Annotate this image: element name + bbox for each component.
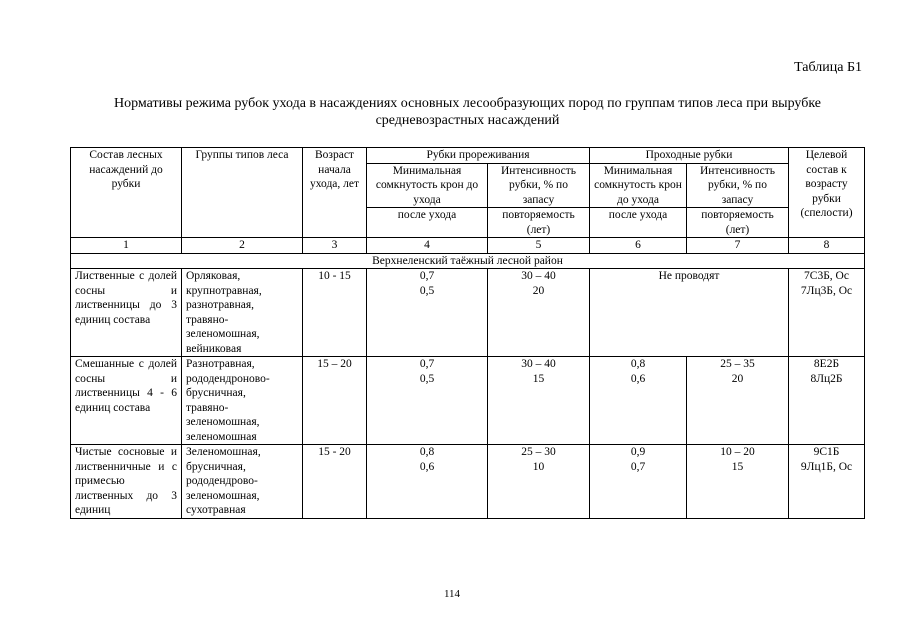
target-composition-cell: 9С1Б 9Лц1Б, Ос — [789, 445, 865, 519]
intensity-passage-cell: 10 – 20 15 — [687, 445, 789, 519]
header-min-density-thinning: Минимальная сомкнутость крон до ухода — [367, 163, 488, 208]
title-line-1: Нормативы режима рубок ухода в насаждениях основных лесообразующих пород по группам типов леса при вырубке — [113, 96, 822, 111]
table-title — [70, 95, 865, 129]
target-composition-cell: 8Е2Б 8Лц2Б — [789, 357, 865, 445]
region-row — [71, 253, 865, 269]
header-passage-cutting: Проходные рубки — [590, 148, 789, 164]
header-min-density-passage: Минимальная сомкнутость крон до ухода — [590, 163, 687, 208]
min-density-thinning-cell: 0,8 0,6 — [367, 445, 488, 519]
header-thinning: Рубки прореживания — [367, 148, 590, 164]
min-density-passage-cell: 0,8 0,6 — [590, 357, 687, 445]
forest-types-cell: Орляковая, крупнотравная, разнотравная, травяно- зеленомошная, вейниковая — [182, 269, 303, 357]
composition-cell: Чистые сосновые и лиственничные и с примесью лиственных до 3 единиц — [71, 445, 182, 519]
header-intensity-thinning: Интенсивность рубки, % по запасу — [488, 163, 590, 208]
min-density-thinning-cell: 0,7 0,5 — [367, 357, 488, 445]
region-name: Верхнеленский таёжный лесной район — [71, 253, 865, 269]
column-number: 5 — [488, 238, 590, 254]
forest-types-cell: Разнотравная, рододендроново- брусничная, травяно- зеленомошная, зеленомошная — [182, 357, 303, 445]
column-number: 7 — [687, 238, 789, 254]
column-number: 6 — [590, 238, 687, 254]
header-repeat-passage: повторяемость (лет) — [687, 208, 789, 238]
column-number: 4 — [367, 238, 488, 254]
header-after-care-thinning: после ухода — [367, 208, 488, 238]
target-composition-cell: 7С3Б, Ос 7Лц3Б, Ос — [789, 269, 865, 357]
header-forest-types: Группы типов леса — [182, 148, 303, 238]
norms-table — [70, 147, 865, 519]
intensity-thinning-cell: 30 – 40 15 — [488, 357, 590, 445]
column-number: 2 — [182, 238, 303, 254]
header-repeat-thinning: повторяемость (лет) — [488, 208, 590, 238]
header-after-care-passage: после ухода — [590, 208, 687, 238]
header-target-composition: Целевой состав к возрасту рубки (спелости) — [789, 148, 865, 238]
column-number: 8 — [789, 238, 865, 254]
min-density-passage-cell: 0,9 0,7 — [590, 445, 687, 519]
page-number: 114 — [443, 588, 461, 600]
table-row — [71, 269, 865, 357]
column-number-row — [71, 238, 865, 254]
start-age-cell: 15 - 20 — [303, 445, 367, 519]
table-label: Таблица Б1 — [794, 60, 862, 75]
composition-cell: Лиственные с долей сосны и лиственницы до 3 единиц состава — [71, 269, 182, 357]
passage-not-performed-cell: Не проводят — [590, 269, 789, 357]
header-row-1 — [71, 148, 865, 164]
title-line-2: средневозрастных насаждений — [375, 113, 560, 128]
min-density-thinning-cell: 0,7 0,5 — [367, 269, 488, 357]
forest-types-cell: Зеленомошная, брусничная, рододендрово- зеленомошная, сухотравная — [182, 445, 303, 519]
table-row — [71, 357, 865, 445]
column-number: 1 — [71, 238, 182, 254]
header-intensity-passage: Интенсивность рубки, % по запасу — [687, 163, 789, 208]
start-age-cell: 10 - 15 — [303, 269, 367, 357]
composition-cell: Смешанные с долей сосны и лиственницы 4 - 6 единиц состава — [71, 357, 182, 445]
table-row — [71, 445, 865, 519]
intensity-passage-cell: 25 – 35 20 — [687, 357, 789, 445]
header-start-age: Возраст начала ухода, лет — [303, 148, 367, 238]
intensity-thinning-cell: 30 – 40 20 — [488, 269, 590, 357]
start-age-cell: 15 – 20 — [303, 357, 367, 445]
column-number: 3 — [303, 238, 367, 254]
intensity-thinning-cell: 25 – 30 10 — [488, 445, 590, 519]
header-composition: Состав лесных насаждений до рубки — [71, 148, 182, 238]
